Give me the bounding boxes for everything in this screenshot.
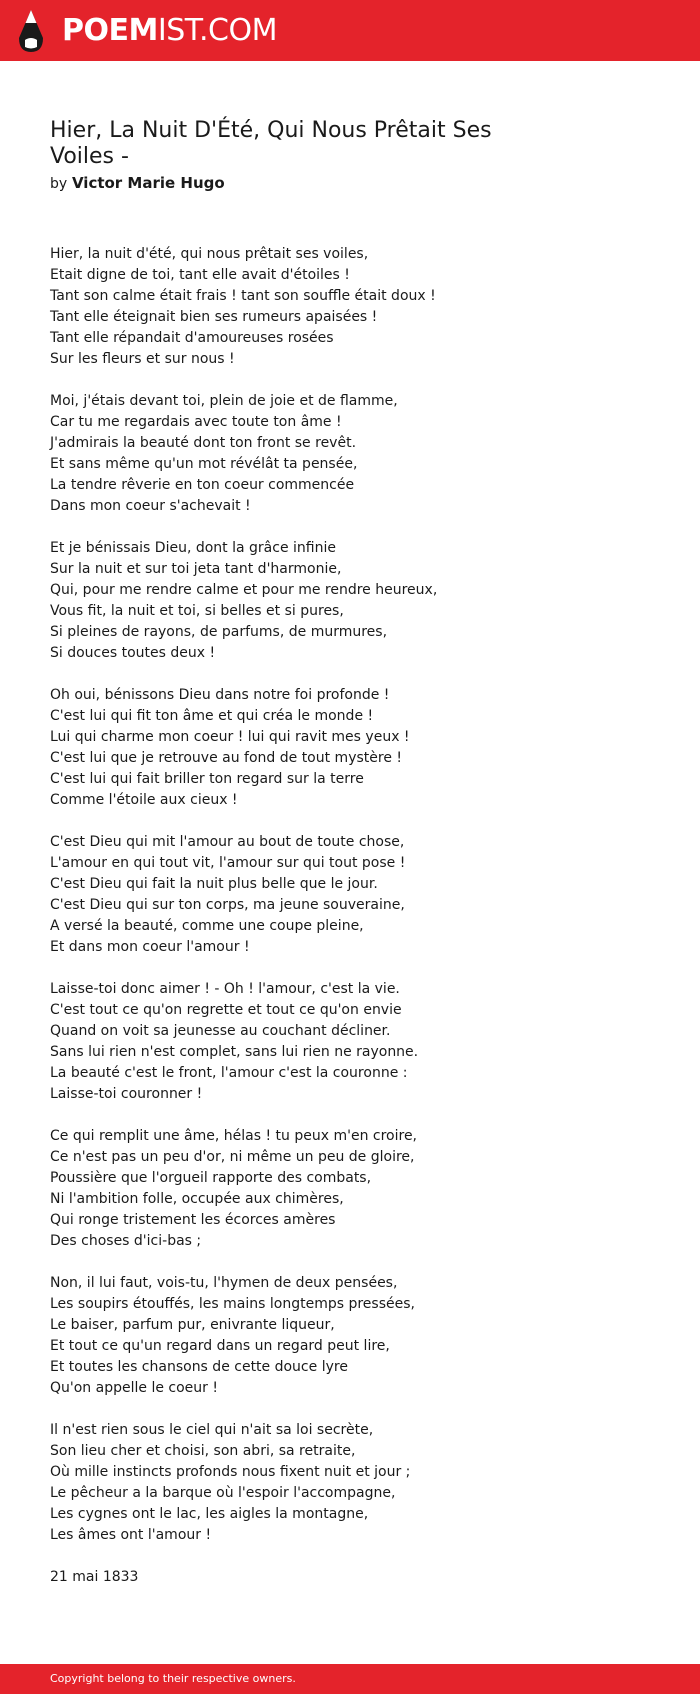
poem-line: Oh oui, bénissons Dieu dans notre foi profonde ! (50, 687, 390, 703)
poem-line: C'est tout ce qu'on regrette et tout ce qu'on envie (50, 1002, 402, 1018)
poem-line: Lui qui charme mon coeur ! lui qui ravit mes yeux ! (50, 729, 410, 745)
poem-stanza (50, 391, 610, 517)
poem-line: Poussière que l'orgueil rapporte des combats, (50, 1170, 372, 1186)
pencil-logo-icon (18, 9, 44, 53)
poem-line: Hier, la nuit d'été, qui nous prêtait ses voiles, (50, 246, 369, 262)
poem-line: Vous fit, la nuit et toi, si belles et si pures, (50, 603, 344, 619)
poem-line: Les âmes ont l'amour ! (50, 1527, 212, 1543)
poem-line: C'est lui que je retrouve au fond de tout mystère ! (50, 750, 403, 766)
poem-line: J'admirais la beauté dont ton front se revêt. (50, 435, 357, 451)
poem-line: Ce qui remplit une âme, hélas ! tu peux m'en croire, (50, 1128, 418, 1144)
poem-line: Tant elle répandait d'amoureuses rosées (50, 330, 334, 346)
poem-line: Si douces toutes deux ! (50, 645, 216, 661)
footer-copyright: Copyright belong to their respective owners. (50, 1672, 296, 1685)
poem-line: La beauté c'est le front, l'amour c'est la couronne : (50, 1065, 408, 1081)
poem-line: Ce n'est pas un peu d'or, ni même un peu de gloire, (50, 1149, 415, 1165)
poem-line: Moi, j'étais devant toi, plein de joie et de flamme, (50, 393, 398, 409)
poem-line: Et toutes les chansons de cette douce lyre (50, 1359, 348, 1375)
poem-line: Et sans même qu'un mot révélât ta pensée, (50, 456, 358, 472)
poem-line: Laisse-toi couronner ! (50, 1086, 203, 1102)
poem-line: Et dans mon coeur l'amour ! (50, 939, 250, 955)
poem-line: Il n'est rien sous le ciel qui n'ait sa loi secrète, (50, 1422, 374, 1438)
poem-line: C'est Dieu qui sur ton corps, ma jeune souveraine, (50, 897, 405, 913)
poem-line: Qu'on appelle le coeur ! (50, 1380, 218, 1396)
by-label: by (50, 176, 68, 192)
site-header (0, 0, 700, 61)
poem-line: Non, il lui faut, vois-tu, l'hymen de deux pensées, (50, 1275, 398, 1291)
poem-stanza (50, 1420, 610, 1546)
poem-stanza (50, 244, 610, 370)
poem-line: La tendre rêverie en ton coeur commencée (50, 477, 355, 493)
poem-body (50, 244, 610, 1588)
site-logo-text (62, 9, 277, 53)
poem-line: Car tu me regardais avec toute ton âme ! (50, 414, 342, 430)
site-footer (0, 1664, 700, 1694)
poem-line: Et je bénissais Dieu, dont la grâce infinie (50, 540, 336, 556)
poem-line: Si pleines de rayons, de parfums, de murmures, (50, 624, 388, 640)
poem-title: Hier, La Nuit D'Été, Qui Nous Prêtait Ses Voiles - (50, 118, 492, 169)
poem-line: C'est Dieu qui fait la nuit plus belle que le jour. (50, 876, 378, 892)
poem-stanza (50, 685, 610, 811)
poem-line: Qui, pour me rendre calme et pour me rendre heureux, (50, 582, 438, 598)
poem-line: Où mille instincts profonds nous fixent nuit et jour ; (50, 1464, 411, 1480)
poem-line: Son lieu cher et choisi, son abri, sa retraite, (50, 1443, 356, 1459)
poem-stanza (50, 538, 610, 664)
poem-line: C'est lui qui fait briller ton regard sur la terre (50, 771, 364, 787)
logo-bold-text: POEM (62, 13, 158, 48)
poem-line: Ni l'ambition folle, occupée aux chimères, (50, 1191, 344, 1207)
poem-byline (50, 173, 225, 194)
poem-line: Tant elle éteignait bien ses rumeurs apaisées ! (50, 309, 378, 325)
poem-stanza (50, 979, 610, 1105)
poem-line: Et tout ce qu'un regard dans un regard peut lire, (50, 1338, 390, 1354)
poem-stanza (50, 1126, 610, 1252)
site-logo[interactable] (18, 9, 277, 53)
poem-line: C'est lui qui fit ton âme et qui créa le monde ! (50, 708, 374, 724)
poem-line: Sur la nuit et sur toi jeta tant d'harmonie, (50, 561, 342, 577)
poem-stanzas (50, 244, 610, 1546)
poem-line: Tant son calme était frais ! tant son souffle était doux ! (50, 288, 436, 304)
poem-line: Laisse-toi donc aimer ! - Oh ! l'amour, c'est la vie. (50, 981, 400, 997)
poem-line: Sans lui rien n'est complet, sans lui rien ne rayonne. (50, 1044, 419, 1060)
author-name[interactable]: Victor Marie Hugo (71, 174, 225, 192)
poem-line: Le pêcheur a la barque où l'espoir l'accompagne, (50, 1485, 396, 1501)
poem-stanza (50, 1273, 610, 1399)
poem-line: Le baiser, parfum pur, enivrante liqueur, (50, 1317, 335, 1333)
poem-line: L'amour en qui tout vit, l'amour sur qui tout pose ! (50, 855, 406, 871)
poem-date: 21 mai 1833 (50, 1569, 139, 1585)
poem-line: C'est Dieu qui mit l'amour au bout de toute chose, (50, 834, 405, 850)
poem-line: A versé la beauté, comme une coupe pleine, (50, 918, 364, 934)
poem-line: Dans mon coeur s'achevait ! (50, 498, 251, 514)
poem-line: Quand on voit sa jeunesse au couchant décliner. (50, 1023, 391, 1039)
poem-line: Les cygnes ont le lac, les aigles la montagne, (50, 1506, 369, 1522)
poem-line: Comme l'étoile aux cieux ! (50, 792, 238, 808)
poem-line: Sur les fleurs et sur nous ! (50, 351, 235, 367)
poem-line: Des choses d'ici-bas ; (50, 1233, 202, 1249)
logo-light-text: IST.COM (157, 13, 277, 48)
poem-line: Etait digne de toi, tant elle avait d'étoiles ! (50, 267, 350, 283)
poem-line: Qui ronge tristement les écorces amères (50, 1212, 336, 1228)
poem-stanza (50, 832, 610, 958)
poem-line: Les soupirs étouffés, les mains longtemps pressées, (50, 1296, 415, 1312)
